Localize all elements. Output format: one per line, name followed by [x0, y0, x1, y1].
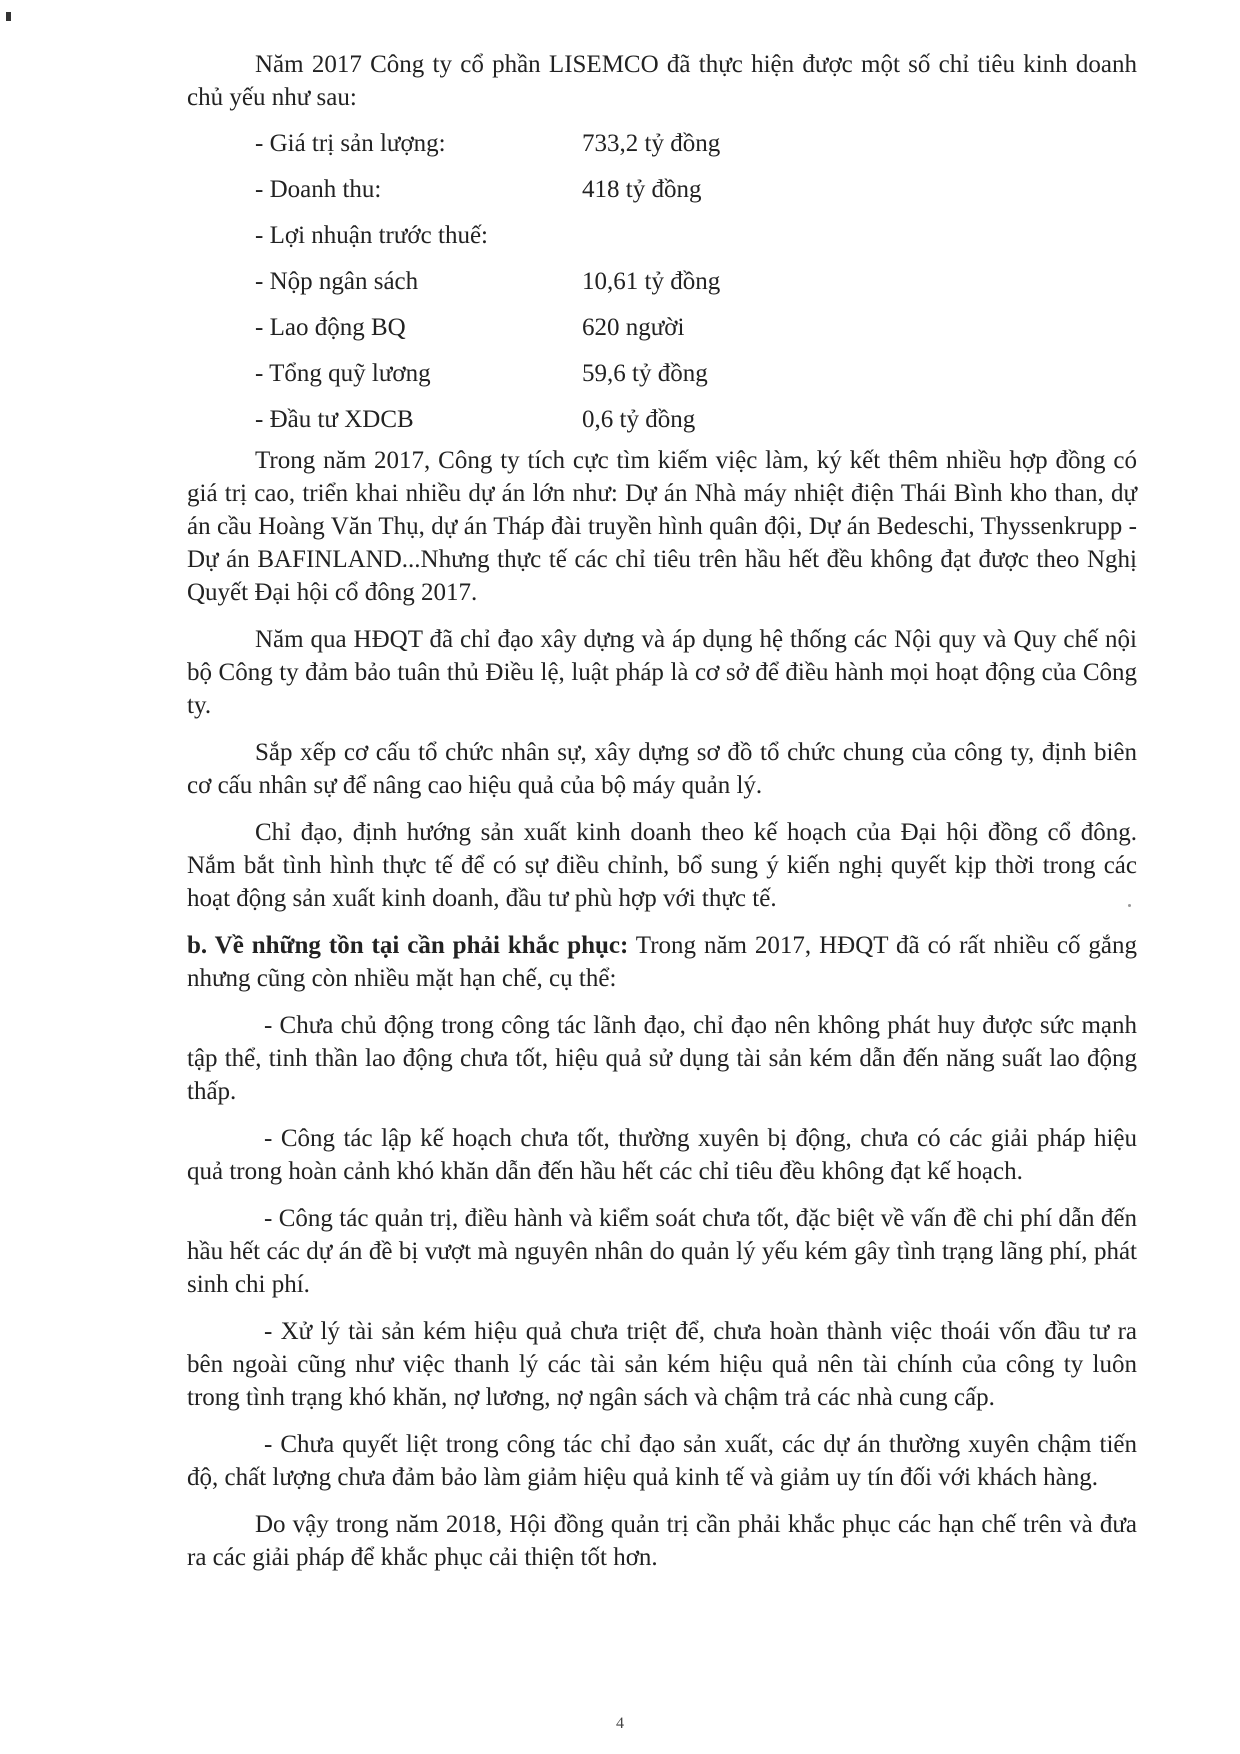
metric-row: [187, 120, 1137, 166]
intro-paragraph: Năm 2017 Công ty cổ phần LISEMCO đã thực hiện được một số chỉ tiêu kinh doanh chủ yếu như sau:: [187, 51, 1137, 111]
metric-row: [187, 166, 1137, 212]
metric-value: 0,6 tỷ đồng: [582, 405, 696, 433]
metric-label: - Lao động BQ: [255, 313, 406, 341]
metric-row: [187, 212, 1137, 258]
metric-row: [187, 396, 1137, 442]
conclusion-paragraph: Do vậy trong năm 2018, Hội đồng quản trị cần phải khắc phục các hạn chế trên và đưa ra các giải pháp để khắc phục cải thiện tốt hơn.: [187, 1511, 1137, 1571]
limitation-item: - Chưa quyết liệt trong công tác chỉ đạo sản xuất, các dự án thường xuyên chậm tiến độ, chất lượng chưa đảm bảo làm giảm hiệu quả kinh tế và giảm uy tín đối với khách hàng.: [187, 1431, 1137, 1491]
limitation-item: - Công tác lập kế hoạch chưa tốt, thường xuyên bị động, chưa có các giải pháp hiệu quả trong hoàn cảnh khó khăn dẫn đến hầu hết các chỉ tiêu đều không đạt kế hoạch.: [187, 1125, 1137, 1185]
metric-label: - Đầu tư XDCB: [255, 405, 414, 433]
limitation-item: - Công tác quản trị, điều hành và kiểm soát chưa tốt, đặc biệt về vấn đề chi phí dẫn đến hầu hết các dự án đề bị vượt mà nguyên nhân do quản lý yếu kém gây tình trạng lãng phí, phát sinh chi phí.: [187, 1205, 1137, 1298]
metric-value: 620 người: [582, 313, 685, 341]
direction-paragraph: Chỉ đạo, định hướng sản xuất kinh doanh theo kế hoạch của Đại hội đồng cổ đông. Nắm bắt tình hình thực tế để có sự điều chỉnh, bổ sung ý kiến nghị quyết kịp thời trong các hoạt động sản xuất kinh doanh, đầu tư phù hợp với thực tế.: [187, 819, 1137, 912]
scan-mark: [6, 12, 11, 21]
metric-label: - Lợi nhuận trước thuế:: [255, 221, 488, 249]
metric-value: 418 tỷ đồng: [582, 175, 702, 203]
metric-value: 10,61 tỷ đồng: [582, 267, 721, 295]
page-number: 4: [616, 1715, 624, 1732]
regulations-paragraph: Năm qua HĐQT đã chỉ đạo xây dựng và áp dụng hệ thống các Nội quy và Quy chế nội bộ Công ty đảm bảo tuân thủ Điều lệ, luật pháp là cơ sở để điều hành mọi hoạt động của Công ty.: [187, 626, 1137, 719]
business-metrics-list: [187, 120, 1137, 442]
metric-label: - Tổng quỹ lương: [255, 359, 431, 387]
metric-row: [187, 304, 1137, 350]
metric-row: [187, 258, 1137, 304]
metric-label: - Giá trị sản lượng:: [255, 129, 446, 157]
document-body: [187, 48, 1137, 1574]
section-b-heading: b. Về những tồn tại cần phải khắc phục:: [187, 932, 629, 959]
metric-value: 733,2 tỷ đồng: [582, 129, 721, 157]
limitation-item: - Xử lý tài sản kém hiệu quả chưa triệt để, chưa hoàn thành việc thoái vốn đầu tư ra bên ngoài cũng như việc thanh lý các tài sản kém hiệu quả nên tài chính của công ty luôn trong tình trạng khó khăn, nợ lương, nợ ngân sách và chậm trả các nhà cung cấp.: [187, 1318, 1137, 1411]
metric-label: - Doanh thu:: [255, 175, 382, 203]
section-b-paragraph: [187, 929, 1137, 995]
section-b-lead: Trong năm 2017, HĐQT đã có rất nhiều cố gắng nhưng cũng còn nhiều mặt hạn chế, cụ thể:: [187, 932, 1137, 992]
organization-paragraph: Sắp xếp cơ cấu tổ chức nhân sự, xây dựng sơ đồ tổ chức chung của công ty, định biên cơ cấu nhân sự để nâng cao hiệu quả của bộ máy quản lý.: [187, 739, 1137, 799]
metric-row: [187, 350, 1137, 396]
metric-label: - Nộp ngân sách: [255, 267, 419, 295]
metric-value: 59,6 tỷ đồng: [582, 359, 708, 387]
projects-paragraph: Trong năm 2017, Công ty tích cực tìm kiếm việc làm, ký kết thêm nhiều hợp đồng có giá trị cao, triển khai nhiều dự án lớn như: Dự án Nhà máy nhiệt điện Thái Bình kho than, dự án cầu Hoàng Văn Thụ, dự án Tháp đài truyền hình quân đội, Dự án Bedeschi, Thyssenkrupp - Dự án BAFINLAND...Nhưng thực tế các chỉ tiêu trên hầu hết đều không đạt được theo Nghị Quyết Đại hội cổ đông 2017.: [187, 447, 1137, 606]
limitation-item: - Chưa chủ động trong công tác lãnh đạo, chỉ đạo nên không phát huy được sức mạnh tập thể, tinh thần lao động chưa tốt, hiệu quả sử dụng tài sản kém dẫn đến năng suất lao động thấp.: [187, 1012, 1137, 1105]
